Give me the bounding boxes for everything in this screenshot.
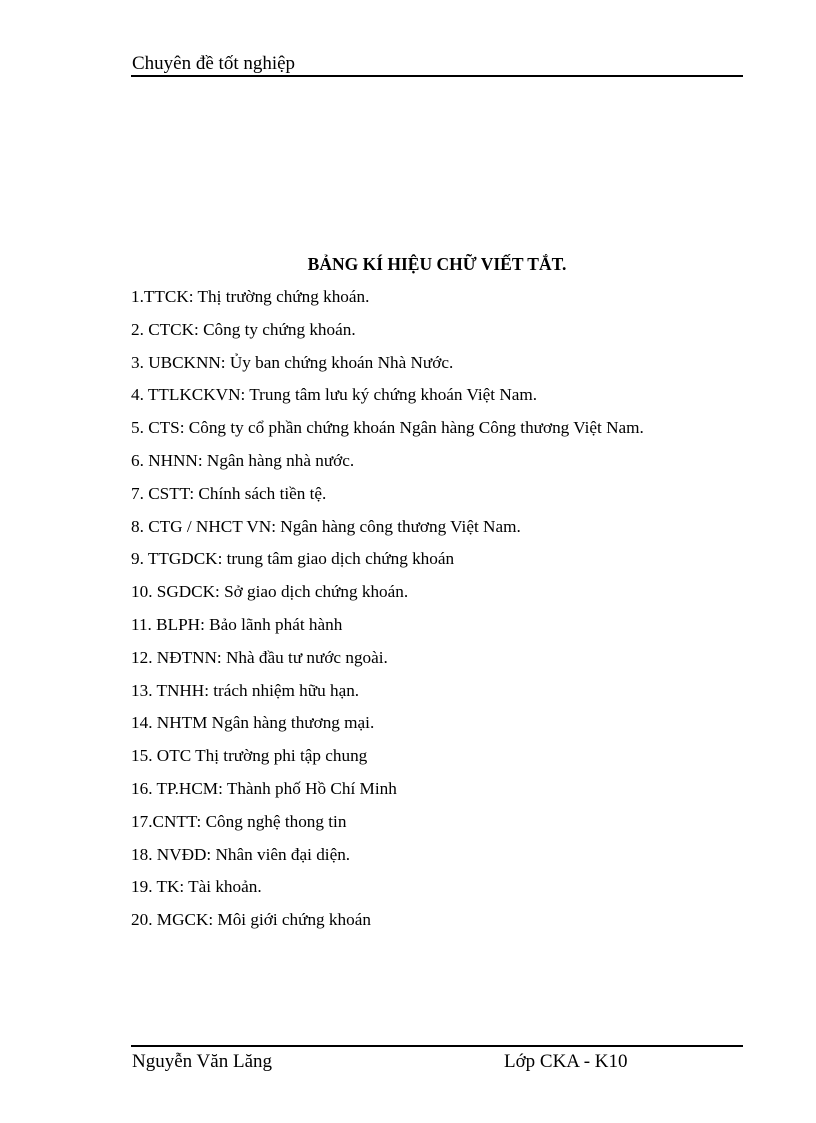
abbreviation-item: 14. NHTM Ngân hàng thương mại. — [131, 713, 375, 733]
document-title: BẢNG KÍ HIỆU CHỮ VIẾT TẮT. — [307, 254, 567, 274]
abbreviation-item: 16. TP.HCM: Thành phố Hồ Chí Minh — [131, 778, 397, 798]
footer-divider — [131, 1045, 743, 1047]
abbreviation-item: 2. CTCK: Công ty chứng khoán. — [131, 319, 356, 339]
abbreviation-item: 5. CTS: Công ty cổ phần chứng khoán Ngân hàng Công thương Việt Nam. — [131, 418, 644, 438]
abbreviation-list — [131, 285, 644, 941]
abbreviation-item: 8. CTG / NHCT VN: Ngân hàng công thương Việt Nam. — [131, 516, 521, 536]
abbreviation-item: 12. NĐTNN: Nhà đầu tư nước ngoài. — [131, 647, 388, 667]
abbreviation-item: 15. OTC Thị trường phi tập chung — [131, 746, 368, 766]
abbreviation-item: 7. CSTT: Chính sách tiền tệ. — [131, 483, 327, 503]
abbreviation-item: 13. TNHH: trách nhiệm hữu hạn. — [131, 680, 360, 700]
abbreviation-item: 3. UBCKNN: Ủy ban chứng khoán Nhà Nước. — [131, 352, 454, 372]
abbreviation-item: 4. TTLKCKVN: Trung tâm lưu ký chứng khoán Việt Nam. — [131, 385, 538, 405]
abbreviation-item: 17.CNTT: Công nghệ thong tin — [131, 811, 347, 831]
abbreviation-item: 6. NHNN: Ngân hàng nhà nước. — [131, 450, 355, 470]
header-divider — [131, 75, 743, 77]
footer-author: Nguyễn Văn Lăng — [132, 1051, 273, 1072]
abbreviation-item: 11. BLPH: Bảo lãnh phát hành — [131, 614, 343, 634]
abbreviation-item: 9. TTGDCK: trung tâm giao dịch chứng khoán — [131, 549, 455, 569]
abbreviation-item: 1.TTCK: Thị trường chứng khoán. — [131, 287, 370, 306]
abbreviation-item: 18. NVĐD: Nhân viên đại diện. — [131, 844, 351, 864]
footer-class: Lớp CKA - K10 — [504, 1051, 628, 1072]
abbreviation-item: 19. TK: Tài khoản. — [131, 877, 262, 897]
abbreviation-item: 20. MGCK: Môi giới chứng khoán — [131, 910, 371, 930]
abbreviation-item: 10. SGDCK: Sở giao dịch chứng khoán. — [131, 582, 409, 602]
page-header-title: Chuyên đề tốt nghiệp — [132, 53, 296, 74]
